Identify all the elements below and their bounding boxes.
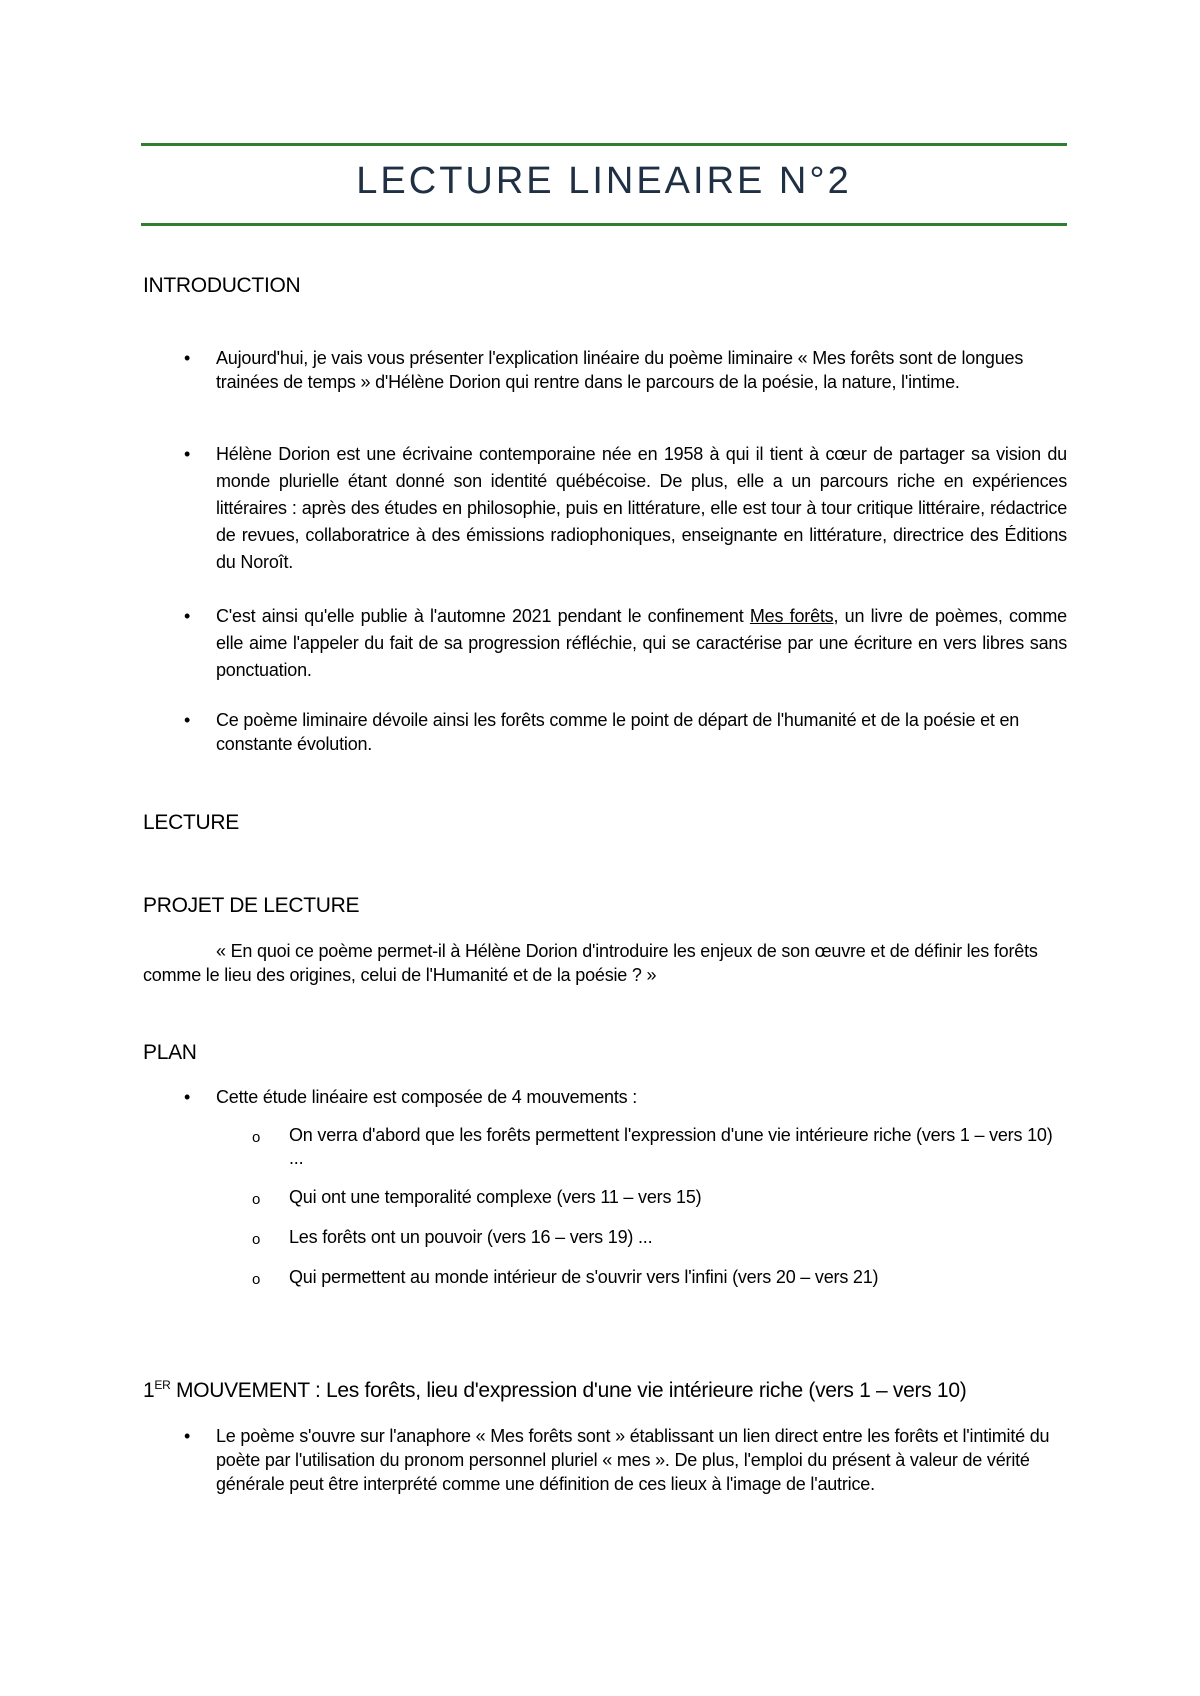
list-item — [143, 1186, 1067, 1209]
plan-intro: Cette étude linéaire est composée de 4 mouvements : — [216, 1087, 638, 1107]
introduction-list — [143, 346, 1067, 394]
circle-bullet-icon: o — [252, 1191, 261, 1208]
plan-item: Qui permettent au monde intérieur de s'ouvrir vers l'infini (vers 20 – vers 21) — [289, 1267, 879, 1287]
title-top-rule — [141, 143, 1067, 146]
introduction-heading: INTRODUCTION — [143, 274, 301, 297]
intro-item-text: Ce poème liminaire dévoile ainsi les forêts comme le point de départ de l'humanité et de la poésie et en constante évolution. — [216, 710, 1020, 754]
bullet-icon: • — [184, 348, 191, 368]
book-title-underlined: Mes forêts — [749, 606, 834, 626]
introduction-list — [143, 708, 1067, 756]
list-item — [143, 1226, 1067, 1249]
mouvement-title: : Les forêts, lieu d'expression d'une vie intérieure riche (vers 1 – vers 10) — [309, 1379, 967, 1402]
intro-item-text-before: C'est ainsi qu'elle publie à l'automne 2021 pendant le confinement — [216, 606, 750, 626]
intro-item-text: Aujourd'hui, je vais vous présenter l'explication linéaire du poème liminaire « Mes forêts sont de longues trainées de temps » d'Hélène Dorion qui rentre dans le parcours de la poésie, la nature, l'intime. — [216, 348, 1024, 392]
mouvement1-item-text: Le poème s'ouvre sur l'anaphore « Mes forêts sont » établissant un lien direct entre les forêts et l'intimité du poète par l'utilisation du pronom personnel pluriel « mes ». De plus, l'emploi du présent à valeur de vérité générale peut être interprété comme une définition de ces lieux à l'image de l'autrice. — [216, 1426, 1050, 1494]
projet-heading: PROJET DE LECTURE — [143, 894, 360, 917]
plan-sublist — [143, 1186, 1067, 1209]
list-item — [143, 1124, 1067, 1170]
list-item — [143, 1424, 1067, 1496]
plan-sublist — [143, 1124, 1067, 1170]
intro-item-text-after: , un livre de poèmes, comme elle aime l'appeler du fait de sa progression réfléchie, qui se caractérise par une écriture en vers libres sans ponctuation. — [216, 606, 1067, 680]
bullet-icon: • — [184, 1426, 191, 1446]
plan-item: On verra d'abord que les forêts permettent l'expression d'une vie intérieure riche (vers 1 – vers 10) ... — [289, 1125, 1053, 1168]
list-item — [143, 603, 1067, 684]
mouvement-ordinal: ER — [154, 1378, 171, 1392]
introduction-list — [143, 441, 1067, 576]
mouvement-label: MOUVEMENT — [170, 1379, 310, 1402]
document-title: LECTURE LINEAIRE N°2 — [356, 160, 852, 202]
list-item — [143, 1266, 1067, 1289]
lecture-heading: LECTURE — [143, 811, 239, 834]
list-item — [143, 708, 1067, 756]
plan-item: Les forêts ont un pouvoir (vers 16 – vers 19) ... — [289, 1227, 653, 1247]
plan-sublist — [143, 1226, 1067, 1249]
title-bottom-rule — [141, 223, 1067, 226]
intro-item-text: Hélène Dorion est une écrivaine contemporaine née en 1958 à qui il tient à cœur de partager sa vision du monde plurielle étant donné son identité québécoise. De plus, elle a un parcours riche en expériences littéraires : après des études en philosophie, puis en littérature, elle est tour à tour critique littéraire, rédactrice de revues, collaboratrice à des émissions radiophoniques, enseignante en littérature, directrice des Éditions du Noroît. — [216, 444, 1067, 572]
list-item — [143, 441, 1067, 576]
projet-text: « En quoi ce poème permet-il à Hélène Dorion d'introduire les enjeux de son œuvre et de définir les forêts comme le lieu des origines, celui de l'Humanité et de la poésie ? » — [143, 941, 1038, 985]
list-item — [143, 1085, 1067, 1109]
plan-item: Qui ont une temporalité complexe (vers 11 – vers 15) — [289, 1187, 702, 1207]
circle-bullet-icon: o — [252, 1129, 261, 1146]
plan-heading: PLAN — [143, 1041, 197, 1064]
bullet-icon: • — [184, 444, 191, 464]
mouvement-number: 1 — [143, 1379, 155, 1402]
bullet-icon: • — [184, 606, 191, 626]
plan-list — [143, 1085, 1067, 1109]
plan-sublist — [143, 1266, 1067, 1289]
mouvement1-list — [143, 1424, 1067, 1496]
circle-bullet-icon: o — [252, 1231, 261, 1248]
introduction-list — [143, 603, 1067, 684]
projet-text-block — [143, 939, 1067, 987]
mouvement1-heading — [143, 1378, 966, 1403]
bullet-icon: • — [184, 1087, 191, 1107]
list-item — [143, 346, 1067, 394]
bullet-icon: • — [184, 710, 191, 730]
circle-bullet-icon: o — [252, 1271, 261, 1288]
